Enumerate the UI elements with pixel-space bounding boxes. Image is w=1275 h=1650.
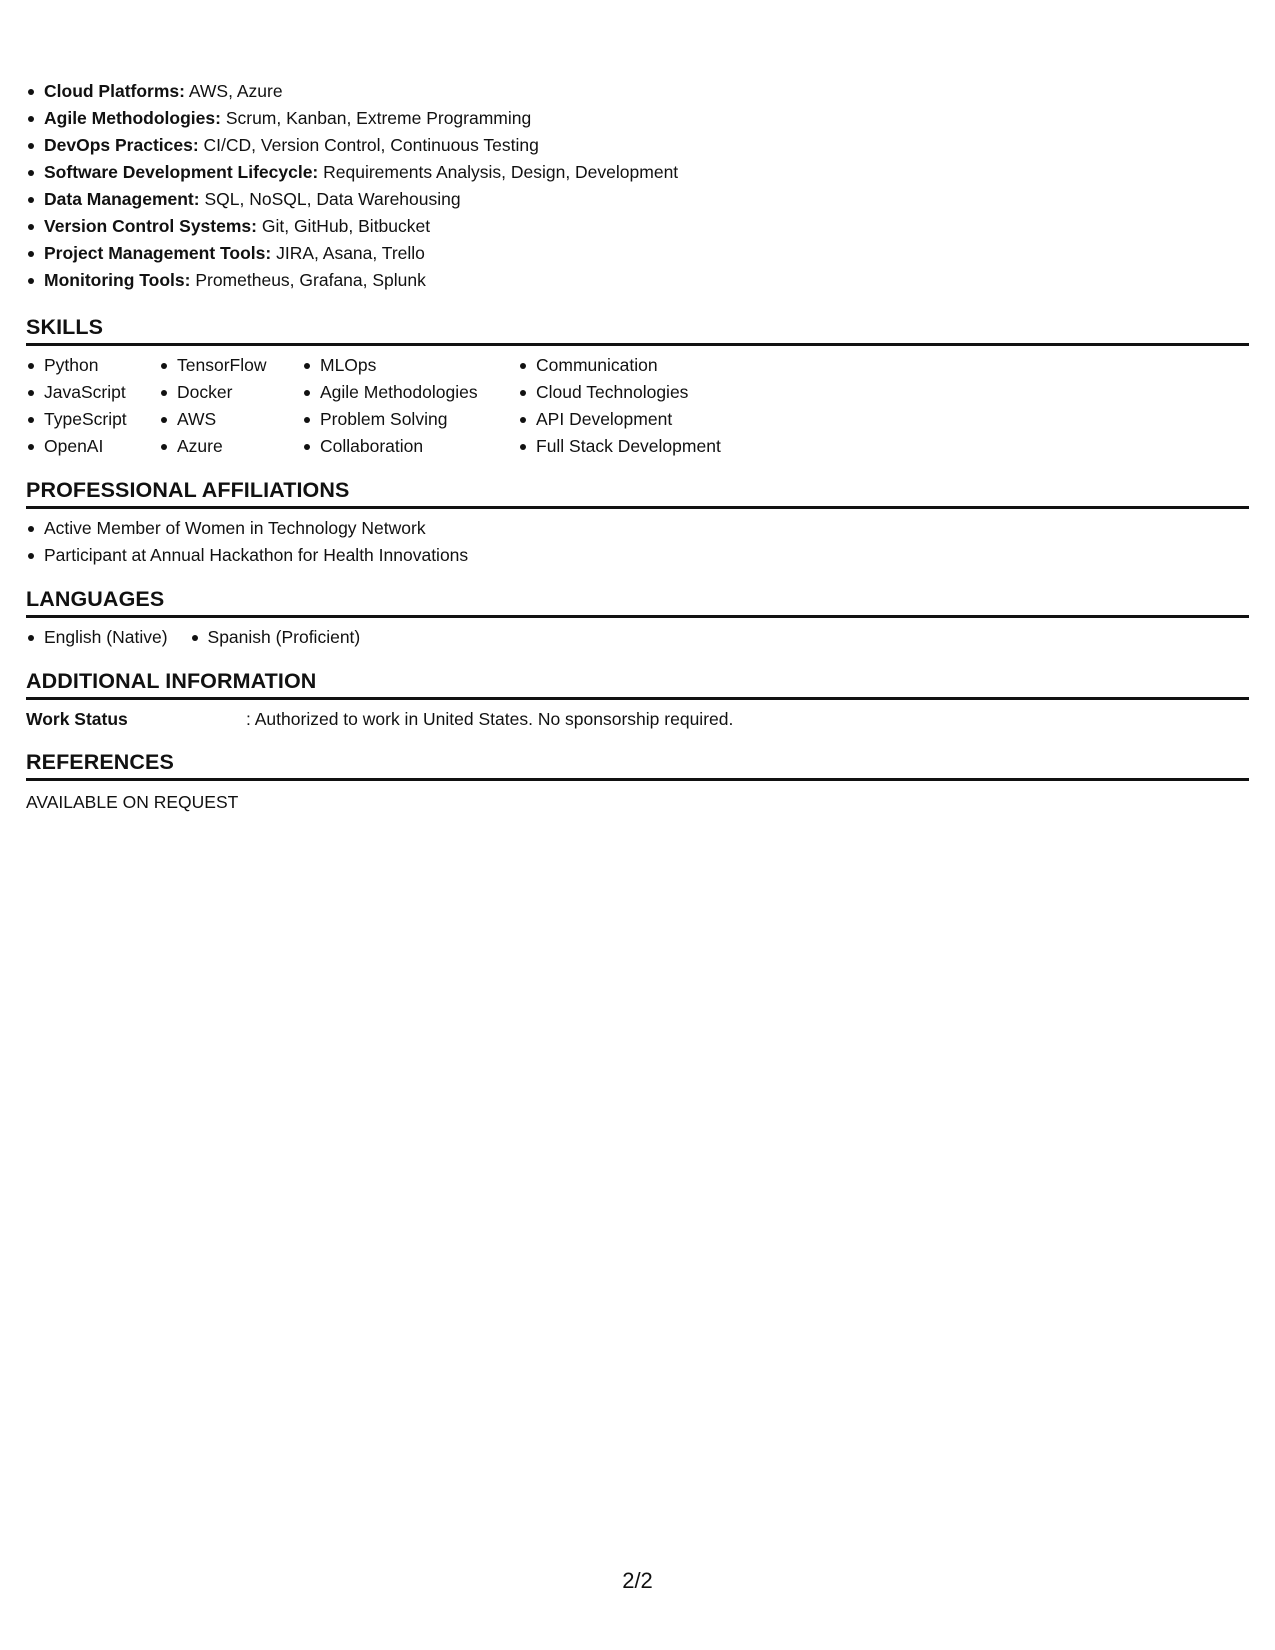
list-item: Participant at Annual Hackathon for Health Innovations bbox=[26, 542, 1249, 569]
skill-item: TypeScript bbox=[26, 406, 159, 433]
item-value: SQL, NoSQL, Data Warehousing bbox=[204, 189, 461, 209]
skill-item: Azure bbox=[159, 433, 302, 460]
affiliations-section bbox=[26, 477, 1249, 569]
list-item bbox=[26, 105, 1249, 132]
item-value: AWS, Azure bbox=[188, 81, 283, 101]
technical-proficiencies-list bbox=[26, 78, 1249, 294]
language-item: English (Native) bbox=[26, 624, 168, 651]
skill-item: Problem Solving bbox=[302, 406, 518, 433]
list-item bbox=[26, 78, 1249, 105]
work-status-label: Work Status bbox=[26, 709, 128, 729]
item-label: Data Management: bbox=[44, 189, 200, 209]
references-section bbox=[26, 749, 1249, 815]
item-value: Scrum, Kanban, Extreme Programming bbox=[225, 108, 532, 128]
section-heading-skills: SKILLS bbox=[26, 314, 1249, 346]
skills-column bbox=[159, 352, 302, 460]
item-value: Requirements Analysis, Design, Development bbox=[323, 162, 679, 182]
item-label: Monitoring Tools: bbox=[44, 270, 191, 290]
resume-page bbox=[26, 78, 1249, 815]
item-value: Prometheus, Grafana, Splunk bbox=[195, 270, 426, 290]
language-item: Spanish (Proficient) bbox=[190, 624, 361, 651]
additional-information-section bbox=[26, 668, 1249, 732]
list-item bbox=[26, 159, 1249, 186]
skill-item: Agile Methodologies bbox=[302, 379, 518, 406]
skill-item: Cloud Technologies bbox=[518, 379, 778, 406]
work-status-row bbox=[26, 706, 1249, 732]
section-heading-languages: LANGUAGES bbox=[26, 586, 1249, 618]
skills-section bbox=[26, 314, 1249, 460]
skills-column bbox=[302, 352, 518, 460]
skill-item: JavaScript bbox=[26, 379, 159, 406]
item-label: Agile Methodologies: bbox=[44, 108, 221, 128]
skill-item: MLOps bbox=[302, 352, 518, 379]
skill-item: Communication bbox=[518, 352, 778, 379]
item-value: Git, GitHub, Bitbucket bbox=[261, 216, 431, 236]
section-heading-affiliations: PROFESSIONAL AFFILIATIONS bbox=[26, 477, 1249, 509]
list-item bbox=[26, 132, 1249, 159]
item-label: Project Management Tools: bbox=[44, 243, 272, 263]
item-value: CI/CD, Version Control, Continuous Testing bbox=[203, 135, 539, 155]
item-value: JIRA, Asana, Trello bbox=[276, 243, 425, 263]
item-label: Cloud Platforms: bbox=[44, 81, 185, 101]
skill-item: Full Stack Development bbox=[518, 433, 778, 460]
list-item bbox=[26, 186, 1249, 213]
skill-item: Docker bbox=[159, 379, 302, 406]
item-label: Software Development Lifecycle: bbox=[44, 162, 319, 182]
list-item bbox=[26, 267, 1249, 294]
skill-item: AWS bbox=[159, 406, 302, 433]
skills-column bbox=[26, 352, 159, 460]
skills-grid bbox=[26, 352, 1249, 460]
references-text: AVAILABLE ON REQUEST bbox=[26, 792, 239, 812]
section-heading-additional-information: ADDITIONAL INFORMATION bbox=[26, 668, 1249, 700]
skills-column bbox=[518, 352, 778, 460]
skill-item: Collaboration bbox=[302, 433, 518, 460]
page-number: 2/2 bbox=[622, 1568, 653, 1593]
skill-item: TensorFlow bbox=[159, 352, 302, 379]
list-item bbox=[26, 240, 1249, 267]
list-item bbox=[26, 213, 1249, 240]
item-label: Version Control Systems: bbox=[44, 216, 257, 236]
work-status-value: : Authorized to work in United States. No sponsorship required. bbox=[246, 709, 734, 729]
section-heading-references: REFERENCES bbox=[26, 749, 1249, 781]
languages-list bbox=[26, 624, 1249, 651]
languages-section bbox=[26, 586, 1249, 651]
list-item: Active Member of Women in Technology Network bbox=[26, 515, 1249, 542]
skill-item: OpenAI bbox=[26, 433, 159, 460]
item-label: DevOps Practices: bbox=[44, 135, 199, 155]
skill-item: Python bbox=[26, 352, 159, 379]
skill-item: API Development bbox=[518, 406, 778, 433]
affiliations-list bbox=[26, 515, 1249, 569]
